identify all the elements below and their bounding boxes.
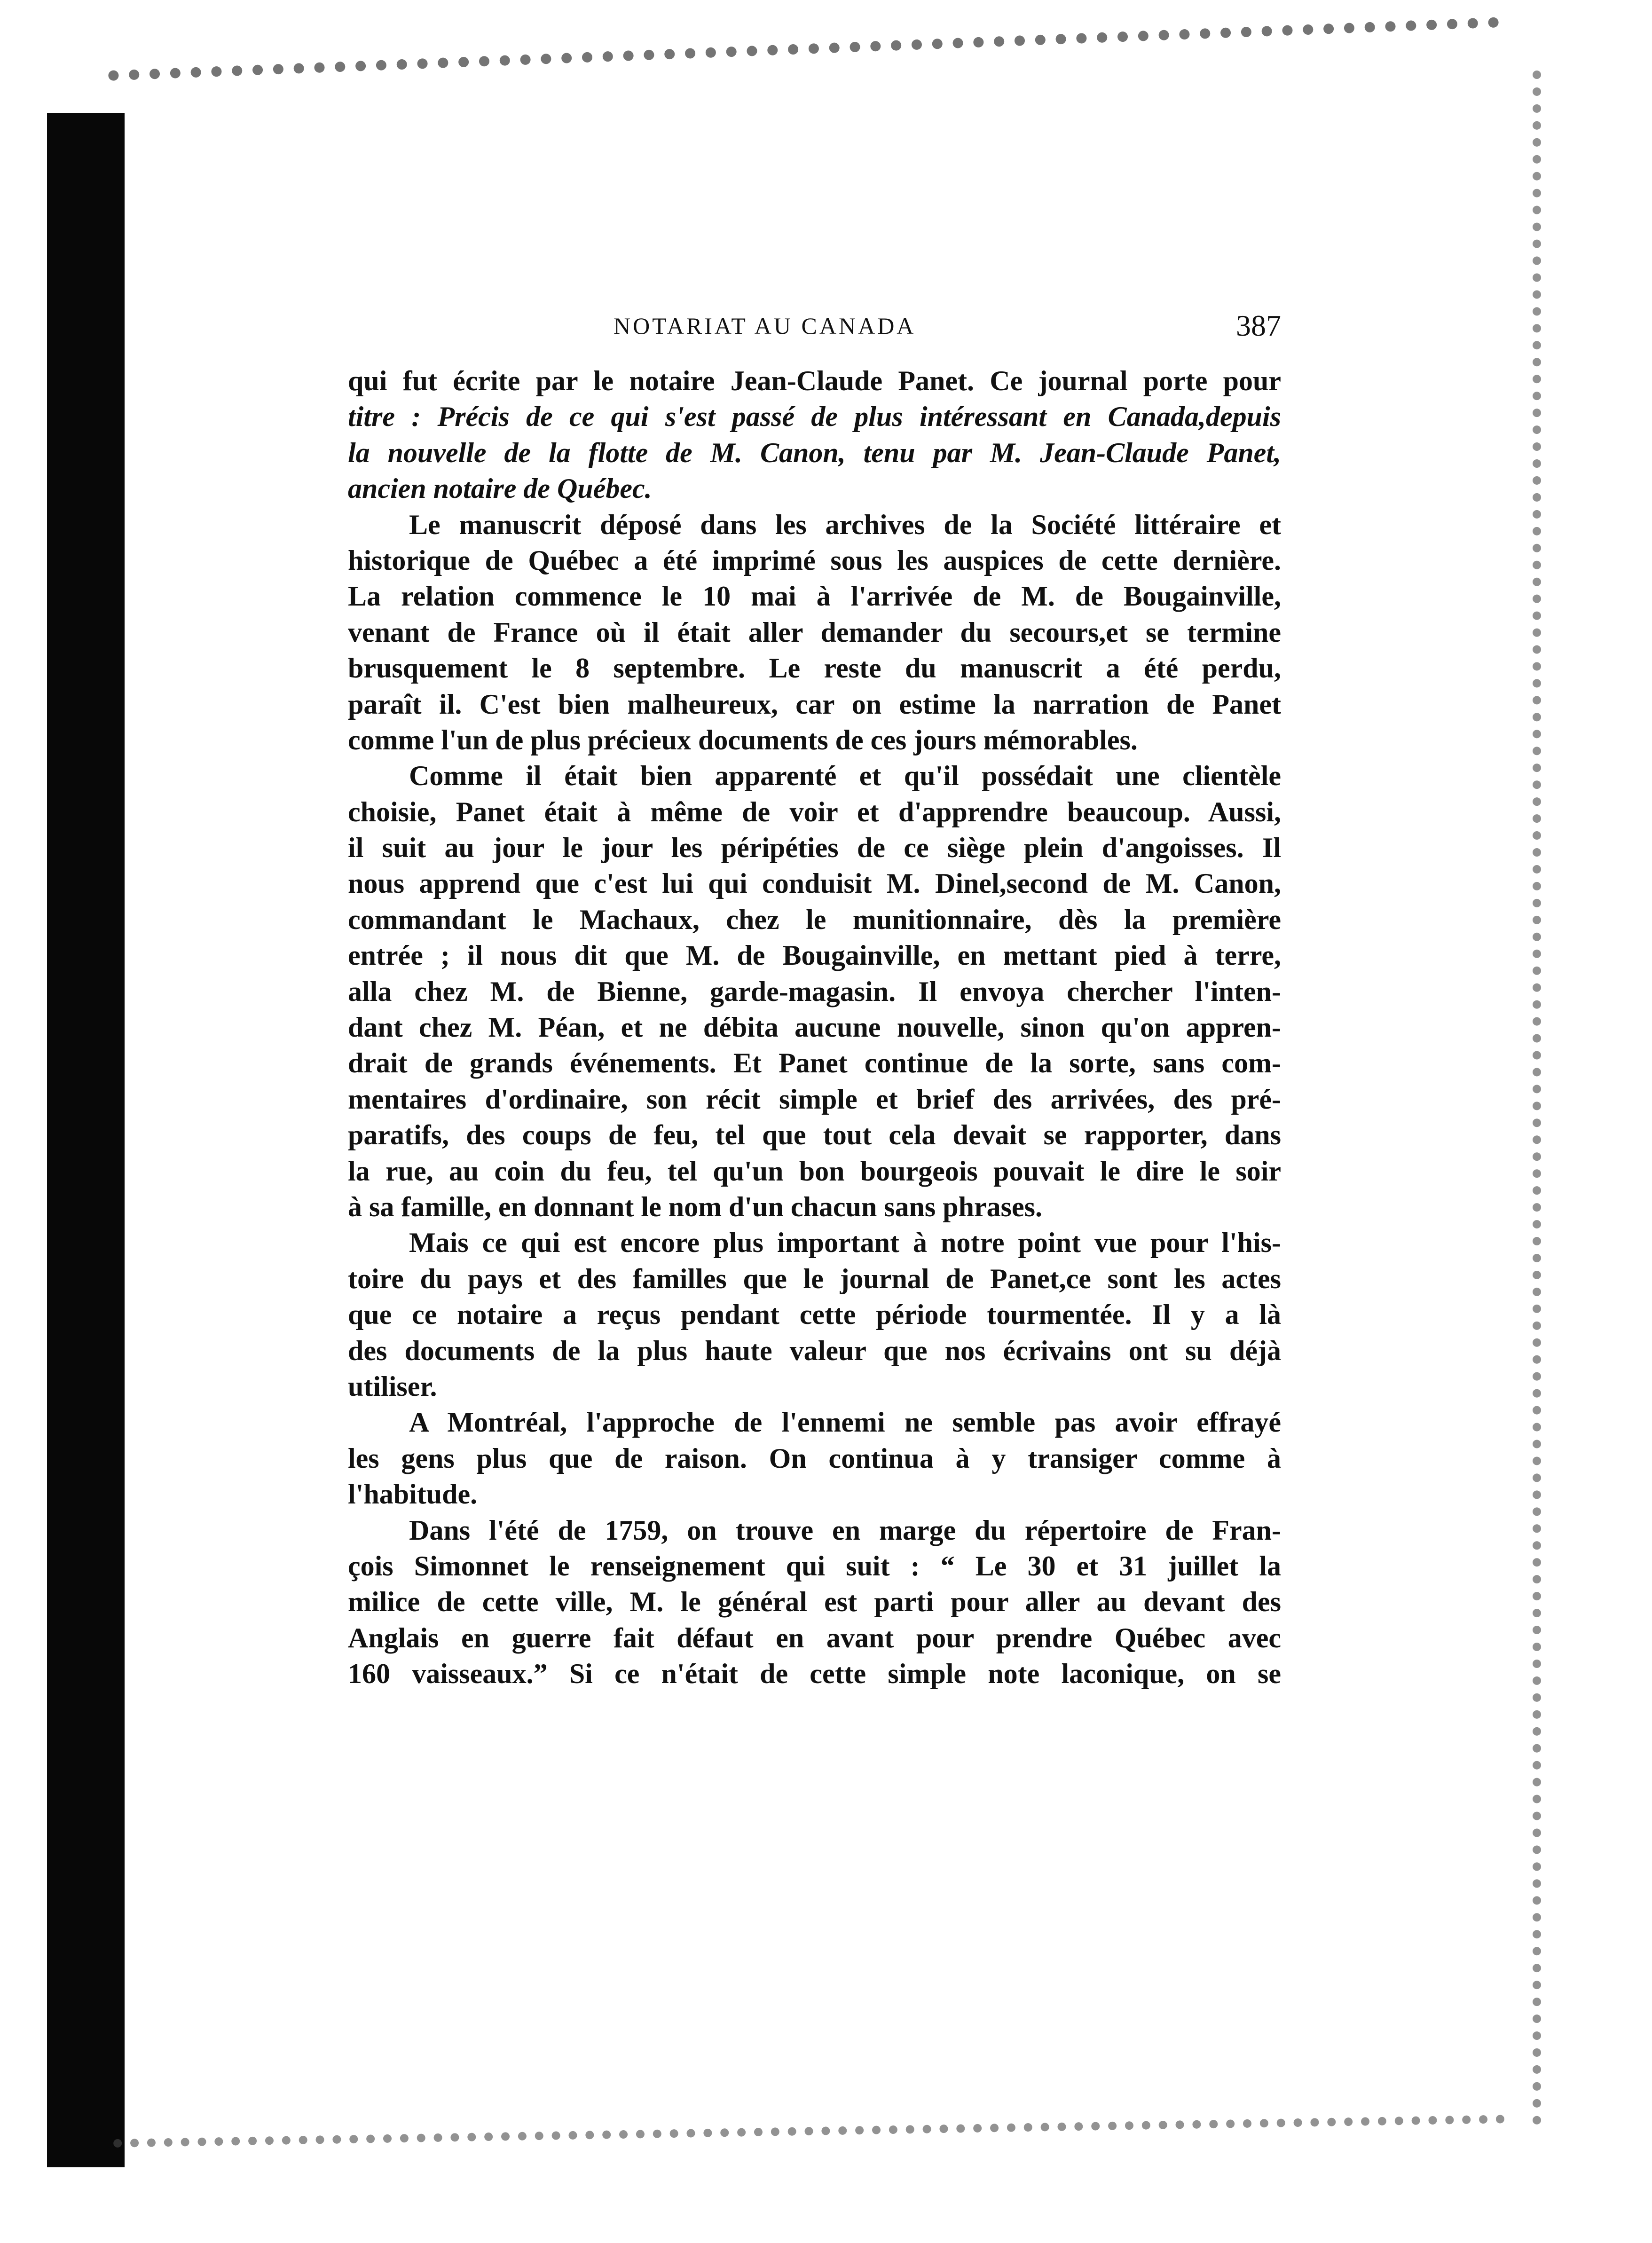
text-line: la rue, au coin du feu, tel qu'un bon bourgeois pouvait le dire le soir — [348, 1155, 1281, 1187]
text-line: comme l'un de plus précieux documents de ces jours mémorables. — [348, 724, 1138, 756]
text-line: milice de cette ville, M. le général est parti pour aller au devant des — [348, 1586, 1281, 1618]
text-line: commandant le Machaux, chez le munitionnaire, dès la première — [348, 904, 1281, 935]
text-line: paratifs, des coups de feu, tel que tout cela devait se rapporter, dans — [348, 1119, 1281, 1151]
text-line: Dans l'été de 1759, on trouve en marge du répertoire de Fran- — [409, 1514, 1281, 1546]
text-line: qui fut écrite par le notaire Jean-Claude Panet. Ce journal porte pour — [348, 365, 1281, 396]
text-line: Le manuscrit déposé dans les archives de la Société littéraire et — [409, 509, 1281, 540]
text-line: utiliser. — [348, 1370, 437, 1402]
text-line: nous apprend que c'est lui qui conduisit M. Dinel,second de M. Canon, — [348, 868, 1281, 899]
text-line: drait de grands événements. Et Panet continue de la sorte, sans com- — [348, 1047, 1281, 1079]
text-line: titre : Précis de ce qui s'est passé de plus intéressant en Canada,depuis — [348, 401, 1281, 433]
text-line: la nouvelle de la flotte de M. Canon, tenu par M. Jean-Claude Panet, — [348, 437, 1281, 468]
text-line: entrée ; il nous dit que M. de Bougainville, en mettant pied à terre, — [348, 940, 1281, 971]
scan-page-edge-right — [1504, 71, 1541, 2125]
running-title: NOTARIAT AU CANADA — [614, 313, 916, 339]
text-line: Mais ce qui est encore plus important à notre point vue pour l'his- — [409, 1227, 1281, 1259]
text-line: alla chez M. de Bienne, garde-magasin. Il envoya chercher l'inten- — [348, 976, 1281, 1007]
text-line: A Montréal, l'approche de l'ennemi ne semble pas avoir effrayé — [409, 1407, 1281, 1438]
running-header — [348, 305, 1281, 347]
text-line: paraît il. C'est bien malheureux, car on estime la narration de Panet — [348, 688, 1281, 720]
scan-page-edge-top — [108, 17, 1501, 137]
text-line: l'habitude. — [348, 1479, 478, 1510]
scan-page-edge-bottom — [113, 2086, 1505, 2148]
text-line: Comme il était bien apparenté et qu'il possédait une clientèle — [409, 760, 1281, 792]
page-number: 387 — [1236, 309, 1281, 342]
text-line: brusquement le 8 septembre. Le reste du manuscrit a été perdu, — [348, 653, 1281, 684]
text-line: à sa famille, en donnant le nom d'un chacun sans phrases. — [348, 1191, 1042, 1222]
text-line: dant chez M. Péan, et ne débita aucune nouvelle, sinon qu'on appren- — [348, 1012, 1281, 1043]
scan-binding-shadow — [47, 113, 125, 2167]
text-line: venant de France où il était aller demander du secours,et se termine — [348, 616, 1281, 648]
text-line: les gens plus que de raison. On continua à y transiger comme à — [348, 1442, 1281, 1474]
text-line: toire du pays et des familles que le journal de Panet,ce sont les actes — [348, 1263, 1281, 1294]
body-text — [348, 363, 1281, 1692]
text-line: historique de Québec a été imprimé sous les auspices de cette dernière. — [348, 544, 1281, 576]
text-line: çois Simonnet le renseignement qui suit : “ Le 30 et 31 juillet la — [348, 1550, 1281, 1582]
text-line: ancien notaire de Québec. — [348, 473, 652, 504]
text-line: il suit au jour le jour les péripéties de ce siège plein d'angoisses. Il — [348, 832, 1281, 864]
text-line: Anglais en guerre fait défaut en avant pour prendre Québec avec — [348, 1622, 1281, 1653]
text-line: 160 vaisseaux.” Si ce n'était de cette simple note laconique, on se — [348, 1658, 1281, 1690]
text-line: choisie, Panet était à même de voir et d'apprendre beaucoup. Aussi, — [348, 796, 1281, 827]
text-line: mentaires d'ordinaire, son récit simple et brief des arrivées, des pré- — [348, 1083, 1281, 1115]
text-line: des documents de la plus haute valeur que nos écrivains ont su déjà — [348, 1335, 1281, 1366]
text-line: La relation commence le 10 mai à l'arrivée de M. de Bougainville, — [348, 581, 1281, 612]
text-line: que ce notaire a reçus pendant cette période tourmentée. Il y a là — [348, 1299, 1281, 1330]
